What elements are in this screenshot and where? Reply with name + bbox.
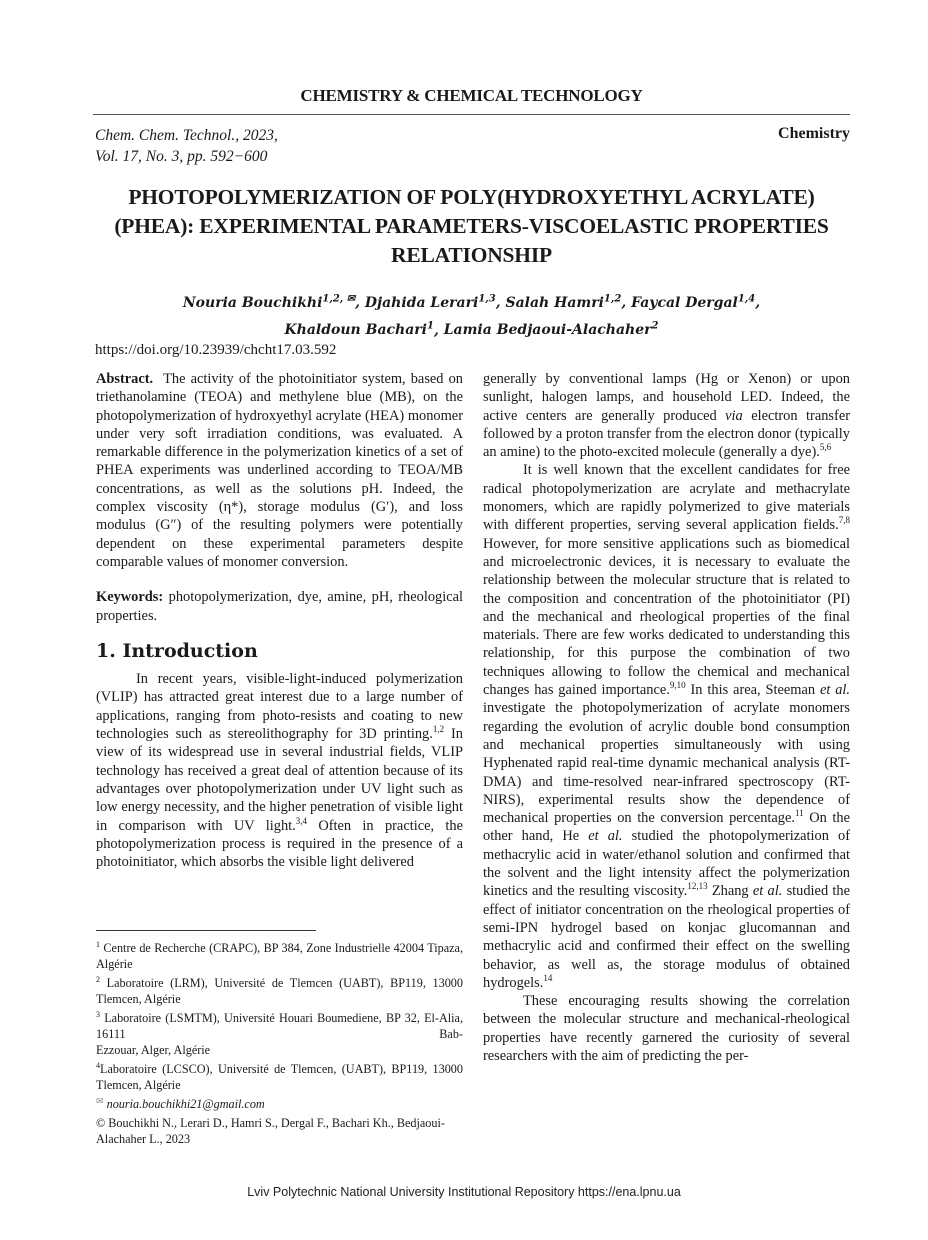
author: Salah Hamri$^{1,2}$ — [505, 293, 622, 311]
citation-ref[interactable]: 7,8 — [838, 515, 850, 526]
keywords-label: Keywords: — [96, 589, 164, 606]
doi-link[interactable]: https://doi.org/10.23939/chcht17.03.592 — [95, 342, 337, 358]
mail-icon: ✉ — [96, 1096, 104, 1107]
author: Lamia Bedjaoui-Alachaher$^2$ — [443, 320, 659, 339]
footnotes — [96, 930, 463, 1147]
section-heading-introduction: 1. Introduction — [96, 639, 258, 662]
citation-ref[interactable]: 12,13 — [687, 881, 708, 892]
intro-paragraph-1-cont: generally by conventional lamps (Hg or Xenon) or upon sunlight, halogen lamps, and household LED. Indeed, the active centers are generally produced via electron transfer followed by a proton transfer from the electron donor (typically an amine) to the photo-excited molecule (generally a dye).$^{5,6}$ — [483, 371, 850, 461]
footnote-4: $^4$Laboratoire (LCSCO), Université de Tlemcen, (UABT), BP119, 13000 Tlemcen, Algérie — [96, 1061, 463, 1093]
copyright: © Bouchikhi N., Lerari D., Hamri S., Dergal F., Bachari Kh., Bedjaoui-Alachaher L., 2023 — [96, 1116, 445, 1147]
citation-ref[interactable]: 11 — [794, 808, 804, 819]
author: Faycal Dergal$^{1,4}$ — [631, 293, 756, 311]
contact-email — [96, 1093, 463, 1112]
left-column — [96, 370, 463, 871]
intro-paragraph-2: It is well known that the excellent candidates for free radical photopolymerization are acrylate and methacrylate monomers, which are rapidly polymerized to give materials with different properties, serving several application fields.$^{7,8}$ However, for more sensitive applications such as biomedical and microelectronic devices, it is necessary to evaluate the relationship between the molecular structure that is related to the composition and concentration of the photoinitiator (PI) and the mechanical and rheological properties of the final materials. There are few works dedicated to understanding this relationship, for this purpose the combination of two techniques allowing to follow the chemical and mechanical changes has gained importance.$^{9,10}$ In this area, Steeman et al. investigate the photopolymerization of acrylate monomers regarding the evolution of acrylic double bond consumption and mechanical properties simultaneously with using Hyphenated rapid real-time dynamic mechanical analysis (RT-DMA) and time-resolved near-infrared spectroscopy (RT-NIRS), experimental results show the dependence of mechanical properties on the conversion percentage.$^{11}$ On the other hand, He et al. studied the photopolymerization of methacrylic acid in water/ethanol solution and confirmed that the solvent and the light intensity affect the polymerization kinetics and the resulting viscosity.$^{12,13}$ Zhang et al. studied the effect of initiator concentration on the rheological properties of semi-IPN hydrogel based on konjac glucomannan and methacrylic acid and confirmed their effect on the swelling behavior, as well as, the storage modulus of obtained hydrogels.$^{14}$ — [483, 462, 851, 991]
intro-paragraph-3: These encouraging results showing the correlation between the molecular structure and mechanical-rheological properties have recently garnered the curiosity of several researchers with the aim of predicting the per- — [483, 993, 850, 1064]
citation-ref[interactable]: 1,2 — [432, 724, 445, 735]
intro-paragraph-1: In recent years, visible-light-induced polymerization (VLIP) has attracted great interest due to a large number of applications, ranging from photo-resists and coating to new technologies such as stereolithography for 3D printing.$^{1,2}$ In view of its widespread use in several industrial fields, VLIP technology has received a great deal of attention because of its advantages over photopolymerization under UV light such as low energy necessity, and the higher penetration of visible light in comparison with UV light.$^{3,4}$ Often in practice, the photopolymerization process is required in the presence of a photoinitiator, which absorbs the visible light delivered — [96, 671, 463, 871]
abstract-text: The activity of the photoinitiator system, based on triethanolamine (TEOA) and methylene blue (MB), on the photopolymerization of hydroxyethyl acrylate (HEA) monomer under very soft irradiation conditions, was evaluated. A remarkable difference in the polymerization kinetics of a set of PHEA experiments was underlined according to TEOA/MB concentrations, as well as the solutions pH. Indeed, the complex viscosity (η*), storage modulus (G′), and loss modulus (G″) of the resulting polymers were potentially dependent on these experimental parameters despite comparable values of monomer conversion. — [96, 371, 463, 570]
citation-ref[interactable]: 3,4 — [295, 815, 307, 826]
footnote-3-cont: Ezzouar, Alger, Algérie — [96, 1043, 211, 1058]
footnote-2: $^2$ Laboratoire (LRM), Université de Tlemcen (UABT), BP119, 13000 Tlemcen, Algérie — [96, 975, 463, 1007]
email-link[interactable]: nouria.bouchikhi21@gmail.com — [106, 1097, 265, 1112]
author-list: Nouria Bouchikhi$^{1,2, ✉}$, Djahida Lerari$^{1,3}$, Salah Hamri$^{1,2}$, Faycal Dergal$^{1,4}$, Khaldoun Bachari$^1$, Lamia Bedjaoui-Alachaher$^2$ — [182, 293, 761, 339]
author: Khaldoun Bachari$^1$ — [284, 320, 434, 339]
header-rule — [93, 114, 850, 115]
keywords — [96, 588, 463, 625]
footnote-1: $^1$ Centre de Recherche (CRAPC), BP 384, Zone Industrielle 42004 Tipaza, Algérie — [96, 940, 464, 972]
footnote-rule — [96, 930, 316, 931]
citation-ref[interactable]: 5,6 — [819, 442, 832, 453]
citation-line-1: Chem. Chem. Technol., 2023, — [95, 127, 278, 144]
author: Djahida Lerari$^{1,3}$ — [364, 293, 496, 311]
abstract — [96, 370, 463, 571]
section-tag: Chemistry — [778, 125, 850, 142]
right-column — [483, 370, 850, 1065]
citation-info — [95, 125, 278, 167]
repository-footer: Lviv Polytechnic National University Institutional Repository https://ena.lpnu.ua — [247, 1185, 681, 1199]
article-title: PHOTOPOLYMERIZATION OF POLY(HYDROXYETHYL ACRYLATE) (PHEA): EXPERIMENTAL PARAMETERS-VISCOELASTIC PROPERTIES RELATIONSHIP — [114, 185, 829, 267]
journal-name: CHEMISTRY & CHEMICAL TECHNOLOGY — [300, 86, 643, 105]
footnote-3: $^3$ Laboratoire (LSMTM), Université Houari Boumediene, BP 32, El-Alia, 16111 Bab- — [96, 1010, 464, 1042]
citation-ref[interactable]: 14 — [543, 972, 553, 983]
author: Nouria Bouchikhi$^{1,2, ✉}$ — [182, 293, 356, 311]
keywords-text: photopolymerization, dye, amine, pH, rheological properties. — [96, 589, 463, 624]
citation-line-2: Vol. 17, No. 3, pp. 592−600 — [95, 148, 268, 165]
citation-ref[interactable]: 9,10 — [669, 680, 686, 691]
abstract-label: Abstract. — [96, 371, 154, 387]
